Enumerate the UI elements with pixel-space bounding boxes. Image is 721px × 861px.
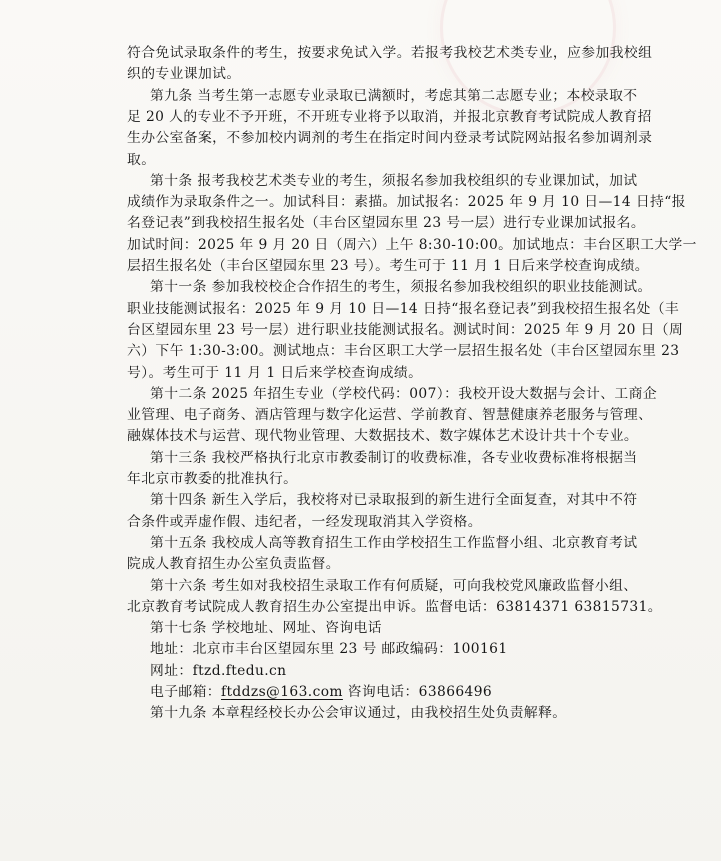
text-line: 加试时间：2025 年 9 月 20 日（周六）上午 8:30-10:00。加试地点：丰台区职工大学一 <box>127 237 697 253</box>
article-11-line: 第十一条 参加我校校企合作招生的考生，须报名参加我校组织的职业技能测试。 <box>150 279 652 295</box>
article-14-line: 第十四条 新生入学后，我校将对已录取报到的新生进行全面复查，对其中不符 <box>150 492 638 508</box>
email-line <box>150 683 492 701</box>
article-16-line: 第十六条 考生如对我校招生录取工作有何质疑，可向我校党风廉政监督小组、 <box>150 578 638 594</box>
text-line: 年北京市教委的批准执行。 <box>127 471 298 487</box>
text-line: 足 20 人的专业不予开班，不开班专业将予以取消，并报北京教育考试院成人教育招 <box>127 109 652 125</box>
text-line: 台区望园东里 23 号一层）进行职业技能测试报名。测试时间：2025 年 9 月 20 日（周 <box>127 322 684 338</box>
text-line: 名登记表”到我校招生报名处（丰台区望园东里 23 号一层）进行专业课加试报名。 <box>127 215 646 231</box>
article-9-line: 第九条 当考生第一志愿专业录取已满额时，考虑其第二志愿专业；本校录取不 <box>150 88 638 104</box>
text-line: 融媒体技术与运营、现代物业管理、大数据技术、数字媒体艺术设计共十个专业。 <box>127 428 639 444</box>
website-line: 网址：ftzd.ftedu.cn <box>150 663 287 679</box>
text-line: 成绩作为录取条件之一。加试科目：素描。加试报名：2025 年 9 月 10 日—14 日持“报 <box>127 194 686 210</box>
text-line: 职业技能测试报名：2025 年 9 月 10 日—14 日持“报名登记表”到我校招生报名处（丰 <box>127 301 680 317</box>
text-line: 层招生报名处（丰台区望园东里 23 号）。考生可于 11 月 1 日后来学校查询成绩。 <box>127 258 650 274</box>
article-15-line: 第十五条 我校成人高等教育招生工作由学校招生工作监督小组、北京教育考试 <box>150 535 638 551</box>
article-19-line: 第十九条 本章程经校长办公会审议通过，由我校招生处负责解释。 <box>150 705 567 721</box>
article-17-line: 第十七条 学校地址、网址、咨询电话 <box>150 620 382 636</box>
consult-phone: 咨询电话：63866496 <box>342 684 493 700</box>
email-link[interactable]: ftddzs@163.com <box>220 684 343 700</box>
address-line: 地址：北京市丰台区望园东里 23 号 邮政编码：100161 <box>150 641 508 657</box>
text-line: 生办公室备案，不参加校内调剂的考生在指定时间内登录考试院网站报名参加调剂录 <box>127 130 653 146</box>
text-line: 号）。考生可于 11 月 1 日后来学校查询成绩。 <box>127 365 423 381</box>
email-label: 电子邮箱： <box>150 684 221 700</box>
text-line: 业管理、电子商务、酒店管理与数字化运营、学前教育、智慧健康养老服务与管理、 <box>127 407 653 423</box>
text-line: 取。 <box>127 152 156 168</box>
text-line: 符合免试录取条件的考生，按要求免试入学。若报考我校艺术类专业，应参加我校组 <box>127 45 653 61</box>
text-line: 北京教育考试院成人教育招生办公室提出申诉。监督电话：63814371 63815731。 <box>127 599 662 615</box>
text-line: 院成人教育招生办公室负责监督。 <box>127 556 340 572</box>
article-13-line: 第十三条 我校严格执行北京市教委制订的收费标准，各专业收费标准将根据当 <box>150 450 638 466</box>
text-line: 织的专业课加试。 <box>127 66 241 82</box>
article-12-line: 第十二条 2025 年招生专业（学校代码：007）：我校开设大数据与会计、工商企 <box>150 386 658 402</box>
text-line: 六）下午 1:30-3:00。测试地点：丰台区职工大学一层招生报名处（丰台区望园东里 23 <box>127 343 680 359</box>
text-line: 合条件或弄虚作假、违纪者，一经发现取消其入学资格。 <box>127 514 482 530</box>
article-10-line: 第十条 报考我校艺术类专业的考生，须报名参加我校组织的专业课加试，加试 <box>150 173 638 189</box>
